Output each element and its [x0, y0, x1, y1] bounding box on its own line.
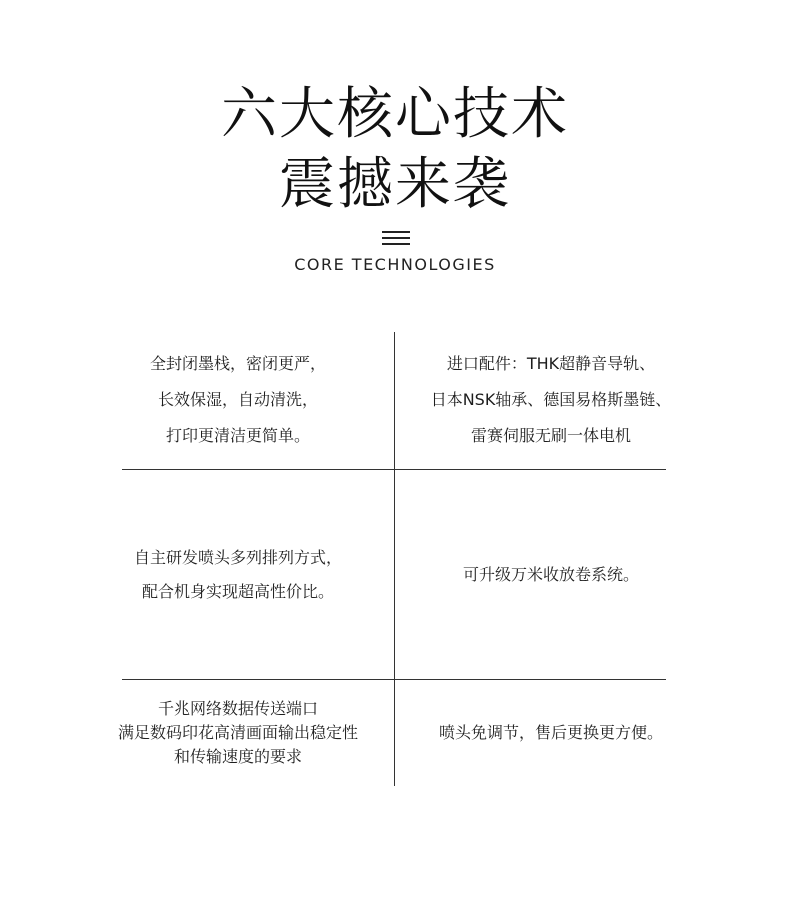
- feature-text-line: 日本NSK轴承、德国易格斯墨链、: [430, 390, 672, 409]
- feature-cell-ink-stack: [82, 340, 394, 460]
- page-subtitle: CORE TECHNOLOGIES: [294, 255, 496, 274]
- feature-cell-imported-parts: [395, 340, 707, 460]
- feature-text-line: 满足数码印花高清画面输出稳定性: [117, 723, 358, 742]
- menu-lines-icon: [382, 231, 410, 245]
- page-title-line-1: 六大核心技术: [221, 82, 569, 147]
- feature-text-line: 配合机身实现超高性价比。: [141, 581, 334, 601]
- feature-text-line: 全封闭墨栈，密闭更严，: [149, 354, 326, 373]
- feature-cell-roll-system: [395, 470, 707, 679]
- feature-cell-nozzle-maintenance: [395, 680, 707, 786]
- feature-cell-nozzle-layout: [82, 470, 394, 679]
- feature-text-line: 千兆网络数据传送端口: [157, 699, 318, 718]
- feature-text-line: 打印更清洁更简单。: [165, 426, 310, 445]
- feature-text-line: 长效保湿，自动清洗，: [157, 390, 318, 409]
- feature-text-line: 自主研发喷头多列排列方式，: [133, 547, 342, 567]
- feature-text-line: 和传输速度的要求: [173, 747, 302, 766]
- feature-grid: [117, 332, 672, 786]
- feature-text-line: 可升级万米收放卷系统。: [462, 564, 639, 584]
- feature-text-line: 雷赛伺服无刷一体电机: [470, 426, 631, 445]
- feature-text-line: 喷头免调节，售后更换更方便。: [438, 723, 663, 742]
- feature-cell-network-port: [82, 680, 394, 786]
- feature-text-line: 进口配件：THK超静音导轨、: [446, 354, 656, 373]
- page-title-line-2: 震撼来袭: [279, 152, 511, 217]
